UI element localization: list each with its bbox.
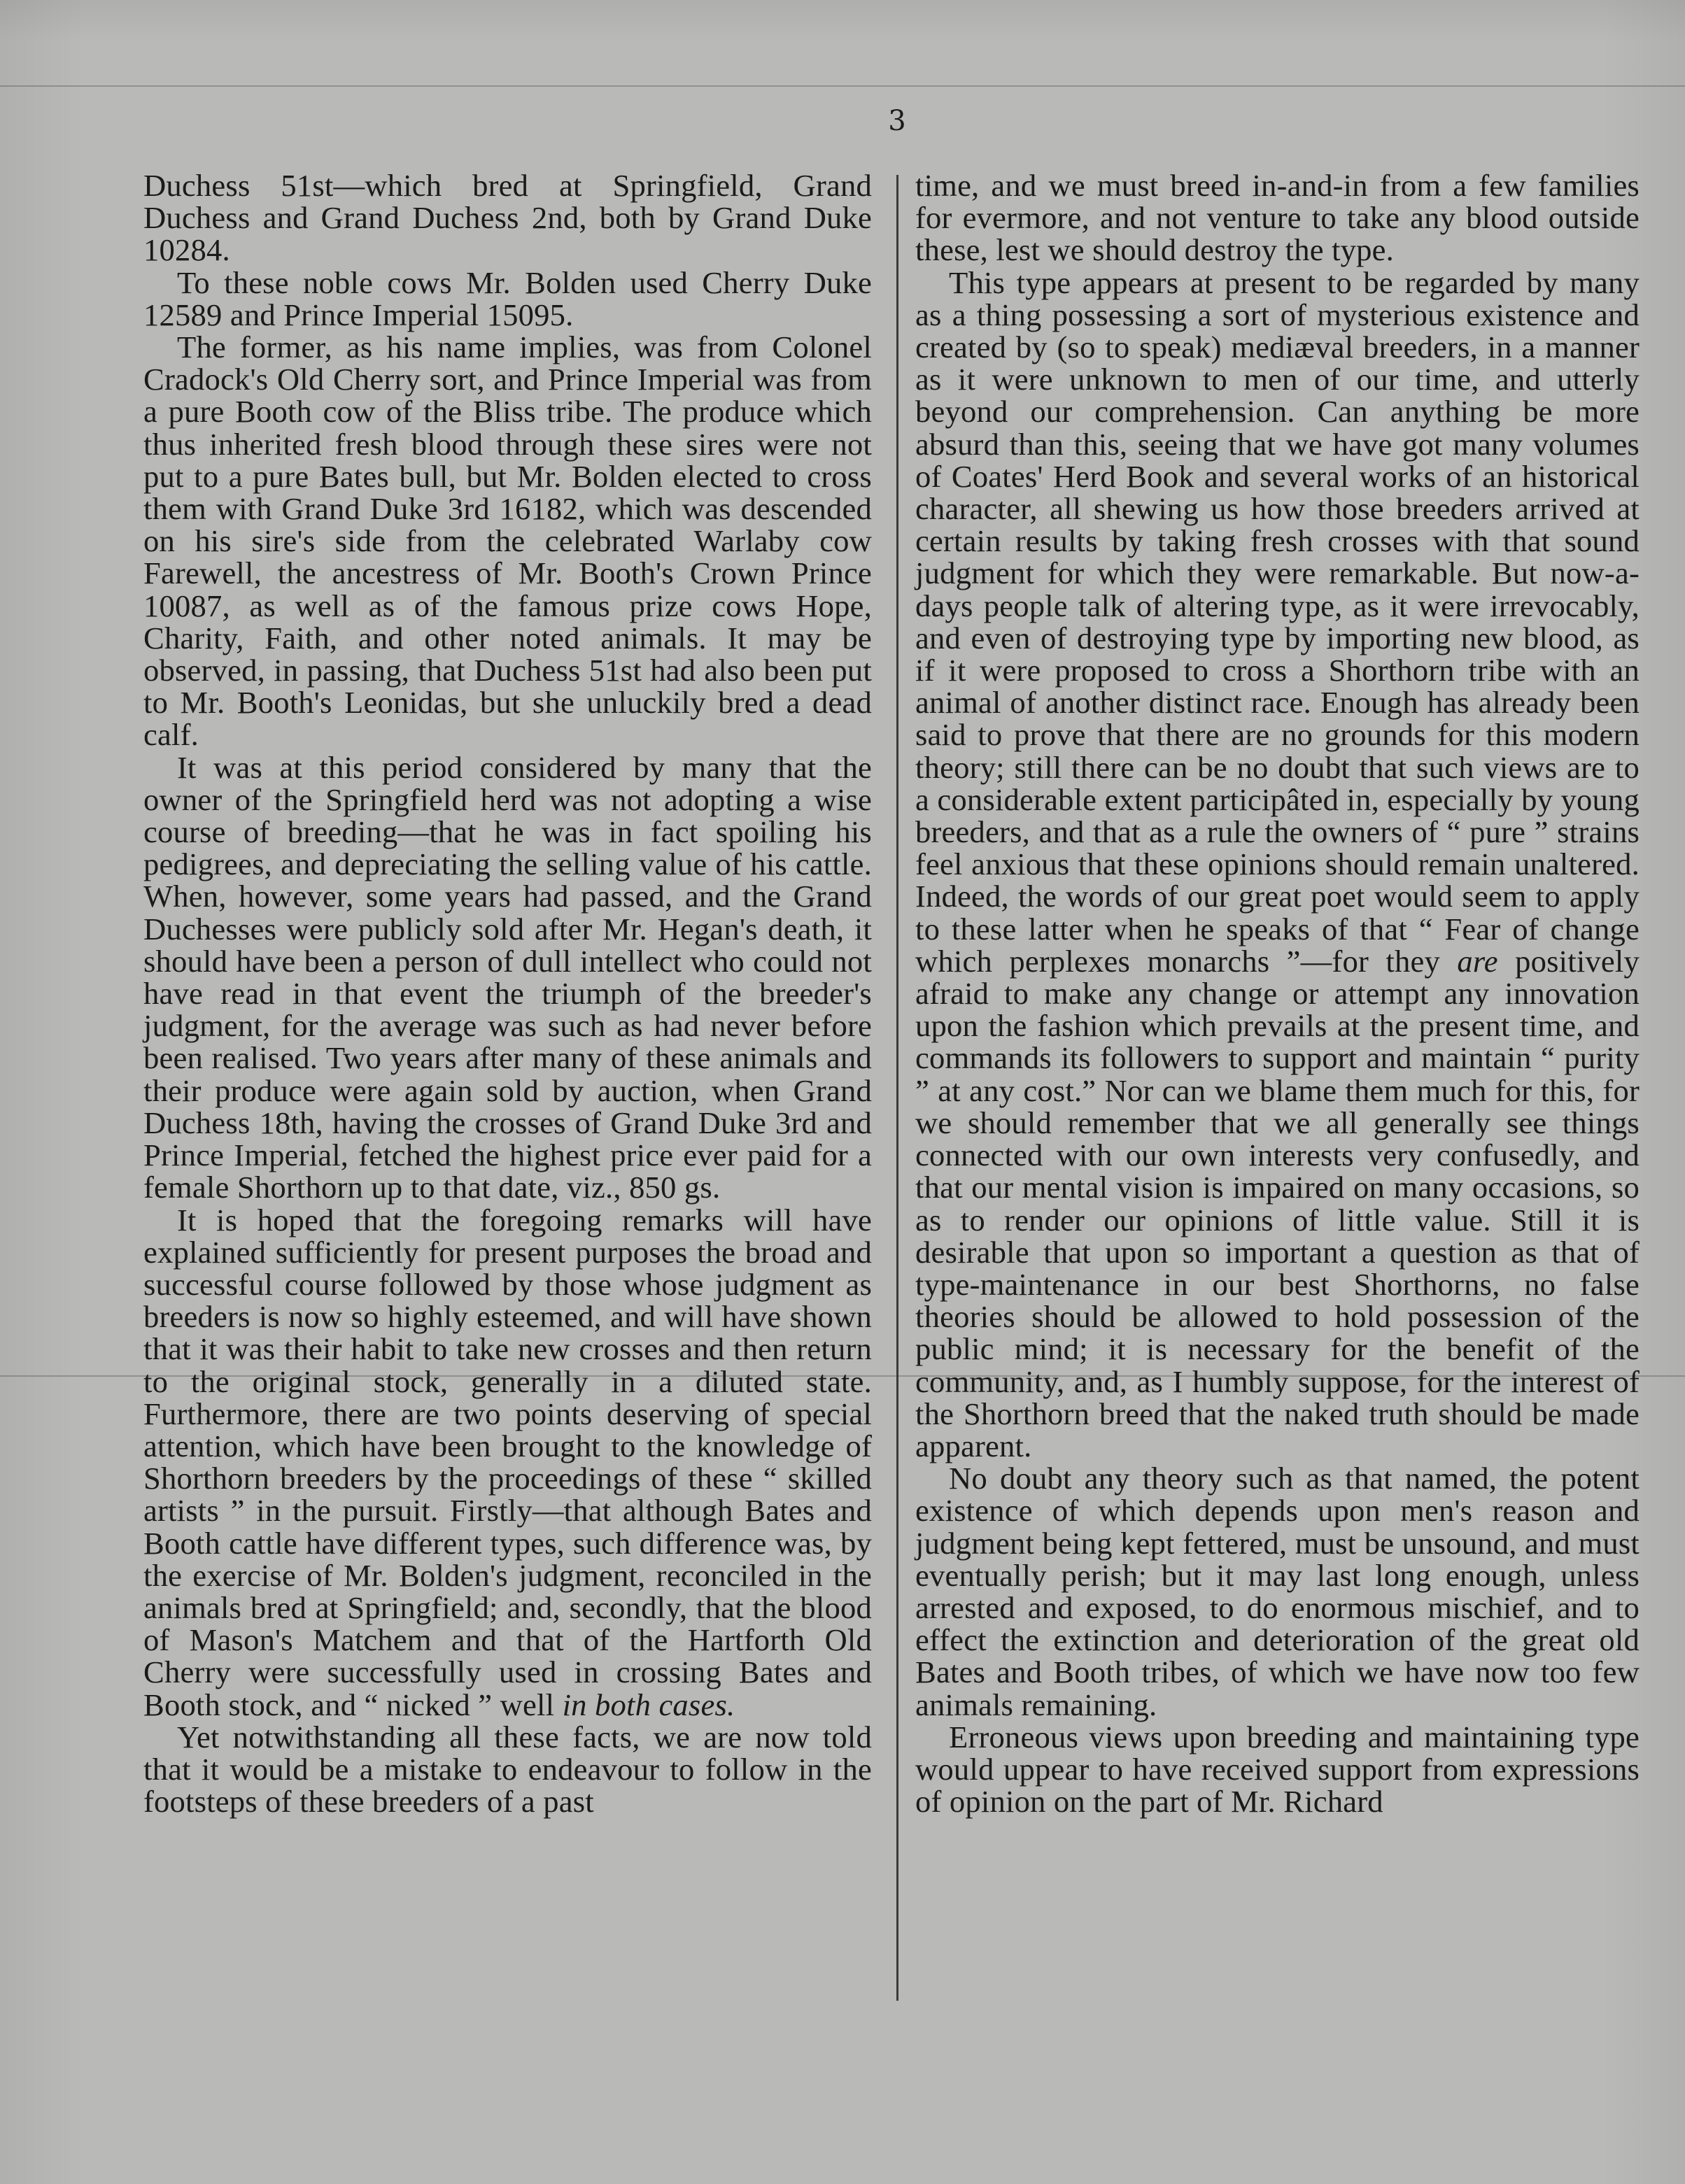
right-column xyxy=(915,168,1640,1820)
right-paragraph-2-italic: are xyxy=(1457,943,1498,979)
left-paragraph-4: It was at this period considered by many that the owner of the Springfield herd was not adopting a wise course of breeding—that he was in fact spoiling his pedigrees, and depreciating the selling value of his cattle. When, however, some years had passed, and the Grand Duchesses were publicly sold after Mr. Hegan's death, it should have been a person of dull intellect who could not have read in that event the triumph of the breeder's judgment, for the average was such as had never before been realised. Two years after many of these animals and their produce were again sold by auction, when Grand Duchess 18th, having the crosses of Grand Duke 3rd and Prince Imperial, fetched the highest price ever paid for a female Shorthorn up to that date, viz., 850 gs. xyxy=(143,749,872,1205)
right-paragraph-1: time, and we must breed in-and-in from a few families for evermore, and not venture to take any blood outside these, lest we should destroy the type. xyxy=(915,168,1640,268)
column-divider xyxy=(896,175,898,2001)
left-paragraph-3: The former, as his name implies, was from Colonel Cradock's Old Cherry sort, and Prince Imperial was from a pure Booth cow of the Bliss tribe. The produce which thus inherited fresh blood through these sires were not put to a pure Bates bull, but Mr. Bolden elected to cross them with Grand Duke 3rd 16182, which was descended on his sire's side from the celebrated Warlaby cow Farewell, the ancestress of Mr. Booth's Crown Prince 10087, as well as of the famous prize cows Hope, Charity, Faith, and other noted animals. It may be observed, in passing, that Duchess 51st had also been put to Mr. Booth's Leonidas, but she unluckily bred a dead calf. xyxy=(143,329,872,753)
right-paragraph-2 xyxy=(915,264,1640,1463)
left-paragraph-5-text: It is hoped that the foregoing remarks will have explained sufficiently for present purposes the broad and successful course followed by those whose judgment as breeders is now so highly esteemed, and will have shown that it was their habit to take new crosses and then return to the original stock, generally in a diluted state. Furthermore, there are two points deserving of special attention, which have been brought to the knowledge of Shorthorn breeders by the proceedings of these “ skilled artists ” in the pursuit. Firstly—that although Bates and Booth cattle have different types, such difference was, by the exercise of Mr. Bolden's judgment, reconciled in the animals bred at Springfield; and, secondly, that the blood of Mason's Matchem and that of the Hartforth Old Cherry were successfully used in crossing Bates and Booth stock, and “ nicked ” well xyxy=(143,1202,872,1722)
left-paragraph-2: To these noble cows Mr. Bolden used Cherry Duke 12589 and Prince Imperial 15095. xyxy=(143,264,872,332)
scan-edge-line-top xyxy=(0,85,1685,87)
left-paragraph-5-italic: in both cases. xyxy=(562,1687,735,1722)
left-paragraph-6: Yet notwithstanding all these facts, we are now told that it would be a mistake to endeavour to follow in the footsteps of these breeders of a past xyxy=(143,1719,872,1820)
left-paragraph-5 xyxy=(143,1204,872,1721)
right-paragraph-3: No doubt any theory such as that named, the potent existence of which depends upon men's reason and judgment being kept fettered, must be unsound, and must eventually perish; but it may last long enough, unless arrested and exposed, to do enormous mischief, and to effect the extinction and deterioration of the great old Bates and Booth tribes, of which we have now too few animals remaining. xyxy=(915,1461,1640,1722)
page-number: 3 xyxy=(888,105,906,137)
right-paragraph-4: Erroneous views upon breeding and maintaining type would uppear to have received support from expressions of opinion on the part of Mr. Richard xyxy=(915,1719,1640,1820)
left-paragraph-1: Duchess 51st—which bred at Springfield, Grand Duchess and Grand Duchess 2nd, both by Grand Duke 10284. xyxy=(143,168,872,268)
left-column xyxy=(143,168,872,1820)
right-paragraph-2-tail: positively afraid to make any change or attempt any innovation upon the fashion which prevails at the present time, and commands its followers to support and maintain “ purity ” at any cost.” Nor can we blame them much for this, for we should remember that we all generally see things connected with our own interests very confusedly, and that our mental vision is impaired on many occasions, so as to render our opinions of little value. Still it is desirable that upon so important a question as that of type-maintenance in our best Shorthorns, no false theories should be allowed to hold possession of the public mind; it is necessary for the benefit of the community, and, as I humbly suppose, for the interest of the Shorthorn breed that the naked truth should be made apparent. xyxy=(915,943,1640,1463)
right-paragraph-2-head: This type appears at present to be regarded by many as a thing possessing a sort of mysterious existence and created by (so to speak) mediæval breeders, in a manner as it were unknown to men of our time, and utterly beyond our comprehension. Can anything be more absurd than this, seeing that we have got many volumes of Coates' Herd Book and several works of an historical character, all shewing us how those breeders arrived at certain results by taking fresh crosses with that sound judgment for which they were remarkable. But now-a-days people talk of altering type, as it were irrevocably, and even of destroying type by importing new blood, as if it were proposed to cross a Shorthorn tribe with an animal of another distinct race. Enough has already been said to prove that there are no grounds for this modern theory; still there can be no doubt that such views are to a considerable extent participâted in, especially by young breeders, and that as a rule the owners of “ pure ” strains feel anxious that these opinions should remain unaltered. Indeed, the words of our great poet would seem to apply to these latter when he speaks of that “ Fear of change which perplexes monarchs ”—for they xyxy=(915,264,1640,979)
